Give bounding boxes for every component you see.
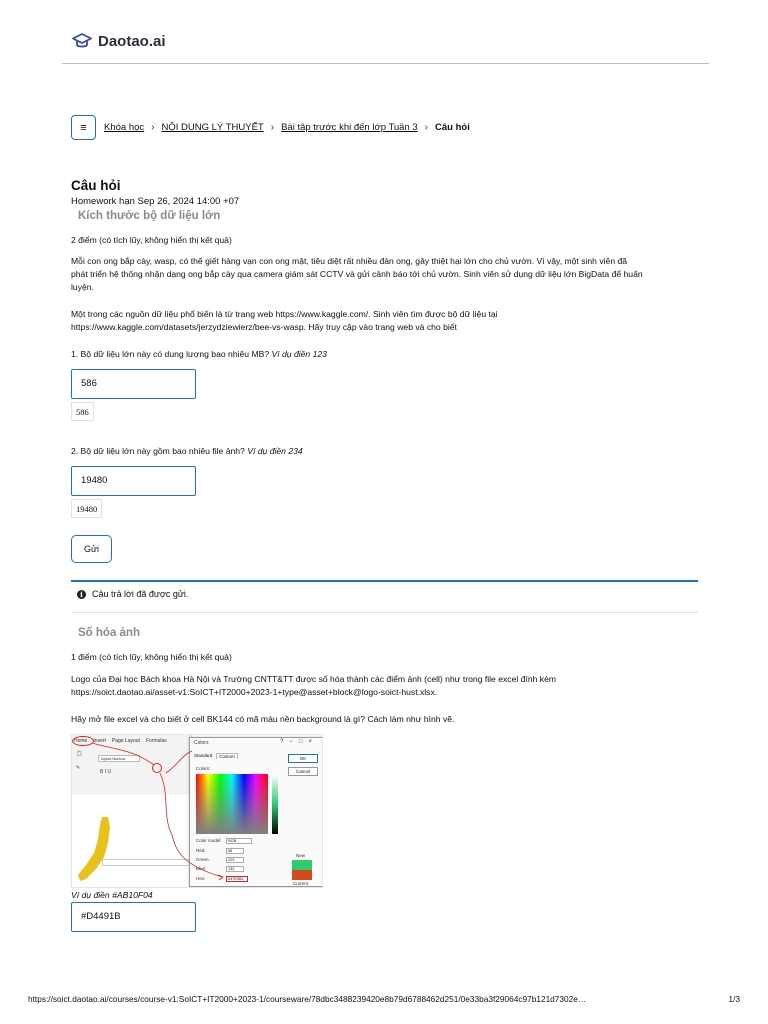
- paragraph-line: Một trong các nguồn dữ liệu phổ biến là từ trang web https://www.kaggle.com/. Sinh viên tìm được bộ dữ liệu tại: [71, 309, 498, 319]
- current-color-label: Current: [293, 881, 309, 886]
- problem-1-title: Kích thước bộ dữ liệu lớn: [78, 210, 221, 222]
- submit-button[interactable]: Gửi: [71, 535, 112, 563]
- dialog-tab-custom: Custom: [216, 753, 238, 759]
- header-divider: [62, 63, 709, 64]
- breadcrumb-link-theory[interactable]: NỘI DUNG LÝ THUYẾT: [161, 122, 264, 133]
- chevron-right-icon: ›: [151, 122, 155, 133]
- chevron-right-icon: ›: [270, 122, 275, 133]
- paragraph-line: Mỗi con ong bắp cày, wasp, có thể giết hàng vạn con ong mật, tiêu diệt rất nhiều đàn ong, gây thiệt hại lớn cho chủ vườn. Vì vậy, một sinh viên đã: [71, 256, 628, 266]
- question-1-answer-echo: 586: [71, 402, 94, 421]
- blue-field: 132: [226, 866, 244, 872]
- page-number: 1/3: [728, 994, 740, 1004]
- paragraph-line: luyện.: [71, 282, 94, 292]
- breadcrumb-link-homework[interactable]: Bài tập trước khi đến lớp Tuần 3: [281, 122, 418, 133]
- dialog-tab-standard: Standard: [194, 753, 213, 758]
- question-1-text: [71, 348, 327, 361]
- problem-2-answer-input[interactable]: #D4491B: [71, 902, 196, 932]
- dialog-cancel-button: Cancel: [288, 767, 318, 776]
- red-field: 55: [226, 848, 244, 854]
- problem-2-paragraph-2: Hãy mở file excel và cho biết ở cell BK144 có mã màu nền background là gì? Cách làm như hình vẽ.: [71, 714, 455, 724]
- hamburger-icon: ≡: [80, 121, 87, 134]
- color-model-label: Color model:: [196, 838, 222, 843]
- graduation-cap-icon: [72, 32, 92, 50]
- problem-1-points: 2 điểm (có tích lũy, không hiển thị kết quả): [71, 235, 232, 245]
- question-2-answer-input[interactable]: 19480: [71, 466, 196, 496]
- breadcrumb-link-courses[interactable]: Khóa học: [104, 122, 145, 133]
- brand-logo[interactable]: [72, 32, 166, 50]
- window-controls-icon: ?−□×: [280, 739, 318, 745]
- excel-tab-formulas: Formulas: [145, 738, 167, 744]
- problem-2-hint: [71, 889, 153, 902]
- bold-italic-underline-icons: B I U: [100, 769, 112, 775]
- paragraph-line: phát triển hệ thống nhận dạng ong bắp cày qua camera giám sát CCTV và gửi cảnh báo tới chủ vườn. Sinh viên sử dụng dữ liệu lớn BigData để huấn: [71, 269, 643, 279]
- dialog-ok-button: OK: [288, 754, 318, 763]
- homework-deadline: Homework hạn Sep 26, 2024 14:00 +07: [71, 196, 240, 207]
- red-label: Red:: [196, 848, 206, 853]
- notice-text: Câu trả lời đã được gửi.: [92, 589, 189, 599]
- new-color-label: New: [296, 853, 306, 858]
- blue-label: Blue:: [196, 866, 207, 871]
- question-1-label: 1. Bộ dữ liệu lớn này có dung lượng bao nhiêu MB?: [71, 349, 270, 359]
- notice-divider: [71, 580, 698, 582]
- excel-tab-insert: Insert: [93, 738, 106, 744]
- breadcrumb-current: Câu hỏi: [435, 122, 470, 133]
- paste-icon: 📋: [76, 751, 83, 757]
- print-footer: [28, 994, 740, 1004]
- notice-divider-bottom: [71, 612, 698, 613]
- annotation-arrows: [72, 735, 323, 888]
- format-painter-icon: ✎: [76, 765, 81, 771]
- question-2-text: [71, 445, 303, 458]
- colors-label: Colors:: [196, 766, 211, 771]
- problem-2-points: 1 điểm (có tích lũy, không hiển thị kết quả): [71, 652, 232, 662]
- problem-1-paragraph-1: [71, 255, 643, 294]
- page-url: https://soict.daotao.ai/courses/course-v1:SoICT+IT2000+2023-1/courseware/78dbc3488239420e8b79d6788462d251/0e33ba3f29064c97b121d7302e…: [28, 994, 587, 1004]
- hex-field: #37E584: [226, 876, 248, 882]
- problem-1-paragraph-2: [71, 308, 498, 334]
- submission-notice: [77, 589, 188, 599]
- question-2-label: 2. Bộ dữ liệu lớn này gồm bao nhiêu file ảnh?: [71, 446, 245, 456]
- question-1-hint: Ví dụ điền 123: [271, 349, 327, 359]
- problem-2-hint-text: Ví dụ điền #AB10F04: [71, 890, 153, 900]
- info-icon: i: [77, 590, 86, 599]
- problem-2-title: Số hóa ảnh: [78, 627, 140, 639]
- page-title: Câu hỏi: [71, 178, 121, 193]
- paragraph-line: https://www.kaggle.com/datasets/jerzydziewierz/bee-vs-wasp. Hãy truy cập vào trang web và cho biết: [71, 322, 457, 332]
- font-name-box: Aptos Narrow: [98, 755, 140, 762]
- color-model-select: RGB: [226, 838, 252, 844]
- question-1-answer-input[interactable]: 586: [71, 369, 196, 399]
- chevron-right-icon: ›: [424, 122, 429, 133]
- paragraph-line: Logo của Đại học Bách khoa Hà Nội và Trường CNTT&TT được số hóa thành các điểm ảnh (cell) như trong file excel đính kèm: [71, 674, 557, 684]
- menu-button[interactable]: [71, 115, 96, 140]
- brand-name: Daotao.ai: [98, 32, 166, 50]
- breadcrumb: [71, 115, 470, 140]
- hex-label: Hex:: [196, 876, 206, 881]
- question-2-hint: Ví dụ điền 234: [247, 446, 303, 456]
- paragraph-line: https://soict.daotao.ai/asset-v1:SoICT+IT2000+2023-1+type@asset+block@logo-soict-hust.xlsx.: [71, 687, 438, 697]
- question-2-answer-echo: 19480: [71, 499, 102, 518]
- dialog-title: Colors: [194, 740, 209, 746]
- problem-2-paragraph-1: [71, 673, 556, 699]
- instruction-screenshot: [71, 734, 323, 888]
- excel-tab-page-layout: Page Layout: [111, 738, 140, 744]
- green-field: 229: [226, 857, 244, 863]
- green-label: Green:: [196, 857, 210, 862]
- excel-tab-home: Home: [74, 738, 88, 744]
